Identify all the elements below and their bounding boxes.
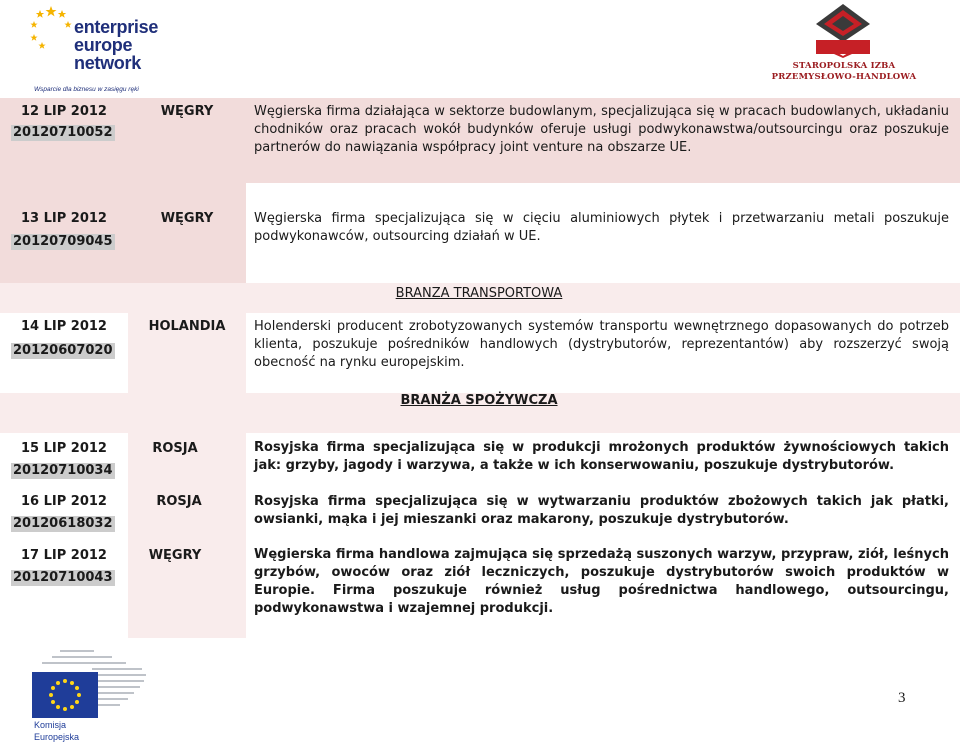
- een-tagline: Wsparcie dla biznesu w zasięgu ręki: [34, 86, 139, 93]
- logo-line: [98, 698, 128, 700]
- eu-commission-logo: [32, 650, 148, 750]
- table-row: [0, 98, 960, 183]
- section-heading-food: BRANŻA SPOŻYWCZA: [400, 393, 558, 408]
- logo-line: [98, 692, 134, 694]
- offer-reference: 20120710034: [13, 463, 113, 478]
- table-row: [0, 543, 960, 638]
- offer-date: 17 LIP 2012: [21, 548, 107, 563]
- date-cell: [0, 183, 128, 283]
- izba-name-line1: STAROPOLSKA IZBA: [792, 61, 896, 71]
- eu-stars-icon: [32, 672, 98, 718]
- heading-cell-middle: [128, 393, 246, 433]
- stars-icon: [28, 4, 74, 50]
- offer-description: Rosyjska firma specjalizująca się w produkcji mrożonych produktów żywnościowych takich jak: grzyby, jagody i warzywa, a także w ich konserwowaniu, poszukuje dystrybutorów.: [254, 440, 949, 473]
- heading-cell-left: [0, 393, 128, 433]
- offer-country: ROSJA: [156, 494, 202, 509]
- logo-line: [42, 662, 126, 664]
- offer-date: 16 LIP 2012: [21, 494, 107, 509]
- table-row: [0, 433, 960, 488]
- offer-country: WĘGRY: [148, 548, 202, 563]
- logo-line: [92, 668, 142, 670]
- eu-name-line2: Europejska: [34, 732, 80, 742]
- offer-description: Węgierska firma handlowa zajmująca się sprzedażą suszonych warzyw, przypraw, ziół, leśnych grzybów, owoców oraz ziół leczniczych, poszukuje dystrybutorów swoich produktów w Europie. Firma poszukuje również usług pośrednictwa handlowego, outsourcingu, podwykonawstwa i wzajemnej produkcji.: [254, 547, 949, 616]
- table-row: [0, 183, 960, 283]
- izba-emblem-icon: [812, 2, 874, 58]
- offer-description: Węgierska firma działająca w sektorze budowlanym, specjalizująca się w pracach budowlanych, układaniu chodników oraz pracach wokół budynków oferuje usługi podwykonawstwa/outsourcingu oraz poszukuje partnerów do nawiązania współpracy joint venture na obszarze UE.: [254, 104, 949, 155]
- offer-description: Węgierska firma specjalizująca się w cięciu aluminiowych płytek i przetwarzaniu metali poszukuje podwykonawców, outsourcing działań w UE.: [254, 211, 949, 244]
- offer-reference: 20120710052: [13, 125, 113, 140]
- logo-line: [98, 704, 120, 706]
- section-heading-row: [0, 393, 960, 433]
- offer-country: HOLANDIA: [148, 319, 226, 334]
- heading-cell-left: [0, 283, 128, 313]
- offer-reference: 20120709045: [13, 234, 113, 249]
- offer-description: Rosyjska firma specjalizująca się w wytwarzaniu produktów zbożowych takich jak płatki, owsianki, mąka i jej mieszanki oraz makarony, poszukuje dystrybutorów.: [254, 494, 949, 527]
- heading-cell-middle: [128, 283, 246, 313]
- offer-date: 15 LIP 2012: [21, 441, 107, 456]
- een-word-1: enterprise: [74, 17, 159, 37]
- logo-line: [98, 674, 146, 676]
- offer-date: 14 LIP 2012: [21, 319, 107, 334]
- een-word-2: europe: [74, 35, 133, 55]
- offer-reference: 20120618032: [13, 516, 113, 531]
- izba-name-line2: PRZEMYSŁOWO-HANDLOWA: [771, 72, 917, 82]
- offer-country: ROSJA: [152, 441, 198, 456]
- offer-reference: 20120710043: [13, 570, 113, 585]
- page-number: 3: [898, 690, 906, 706]
- offer-reference: 20120607020: [13, 343, 113, 358]
- eu-flag-icon: [32, 672, 98, 718]
- logo-line: [98, 686, 140, 688]
- section-heading-row: [0, 283, 960, 313]
- offer-date: 12 LIP 2012: [21, 104, 107, 119]
- een-logo: [24, 4, 159, 96]
- table-row: [0, 488, 960, 543]
- section-heading-transport: BRANZA TRANSPORTOWA: [395, 286, 563, 301]
- izba-logo: [764, 0, 924, 90]
- logo-line: [52, 656, 112, 658]
- table-row: [0, 313, 960, 393]
- een-word-3: network: [74, 53, 141, 73]
- logo-line: [60, 650, 94, 652]
- logo-line: [98, 680, 144, 682]
- offer-country: WĘGRY: [160, 104, 214, 119]
- eu-name-line1: Komisja: [34, 720, 67, 730]
- offer-date: 13 LIP 2012: [21, 211, 107, 226]
- offer-country: WĘGRY: [160, 211, 214, 226]
- country-cell: [128, 183, 246, 283]
- offer-description: Holenderski producent zrobotyzowanych systemów transportu wewnętrznego dopasowanych do potrzeb klienta, poszukuje pośredników handlowych (dystrybutorów, reprezentantów) aby rozszerzyć swoją obecność na rynku europejskim.: [254, 319, 949, 370]
